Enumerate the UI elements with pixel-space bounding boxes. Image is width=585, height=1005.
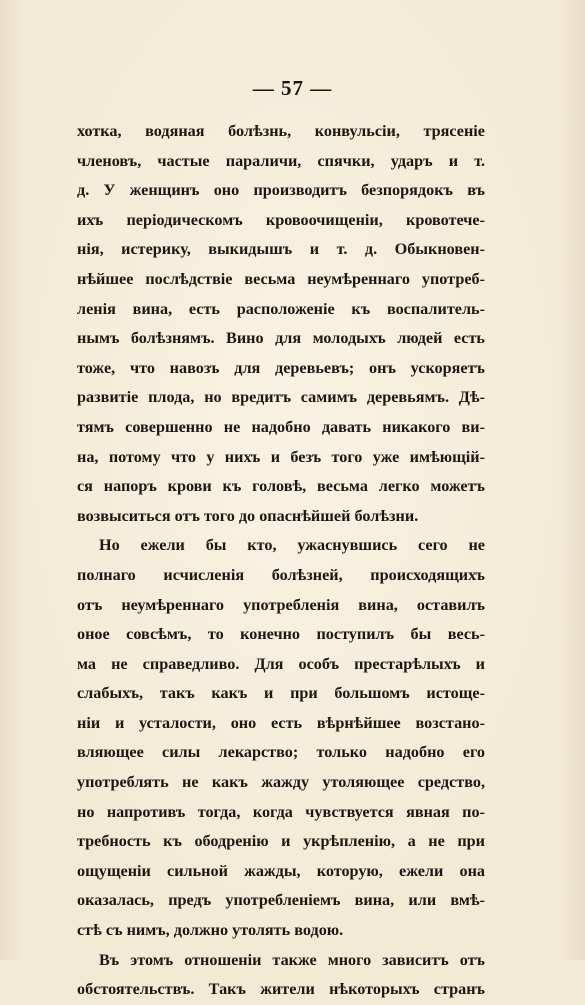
text-line: ихъ періодическомъ кровоочищеніи, кровотече- [77,210,485,229]
text-line: тямъ совершенно не надобно давать никакого ви- [77,417,485,436]
text-line: обстоятельствъ. Такъ жители нѣкоторыхъ странъ [77,980,485,999]
text-line: оное совсѣмъ, то конечно поступилъ бы весь- [77,625,485,644]
text-line: ленія вина, есть расположеніе къ воспалитель- [77,299,485,318]
text-line: отъ неумѣреннаго употребленія вина, оставилъ [77,595,485,614]
text-line: слабыхъ, такъ какъ и при большомъ истоще- [77,684,485,703]
text-line: но напротивъ тогда, когда чувствуется явная по- [77,802,485,821]
text-line: ма не справедливо. Для особъ престарѣлыхъ и [77,654,485,673]
text-line: нія, истерику, выкидышъ и т. д. Обыкновен- [77,240,485,259]
text-line: членовъ, частые параличи, спячки, ударъ и т. [77,151,485,170]
text-line: ніи и усталости, оно есть вѣрнѣйшее возстано- [77,713,485,732]
paragraph-start-line: Въ этомъ отношеніи также много зависитъ отъ [99,950,485,969]
text-line: развитіе плода, но вредитъ самимъ деревьямъ. Дѣ- [77,388,485,407]
paragraph-end-line: стѣ съ нимъ, должно утолять водою. [77,921,344,940]
text-line: нымъ болѣзнямъ. Вино для молодыхъ людей есть [77,329,485,348]
text-line: вляющее силы лекарство; только надобно его [77,743,485,762]
text-line: хотка, водяная болѣзнь, конвульсіи, трясеніе [77,122,485,140]
text-line: ся напоръ крови къ головѣ, весьма легко можетъ [77,477,485,496]
paragraph-start-line: Но ежели бы кто, ужаснувшись сего не [99,536,485,555]
paragraph-end-line: возвыситься отъ того до опаснѣйшей болѣзни. [77,506,419,525]
body-text [77,117,485,1005]
text-line: на, потому что у нихъ и безъ того уже имѣющій- [77,447,485,466]
text-line: требность къ ободренію и укрѣпленію, а не при [77,832,485,851]
text-line: нѣйшее послѣдствіе весьма неумѣреннаго употреб- [77,269,485,288]
text-line: тоже, что навозъ для деревьевъ; онъ ускоряетъ [77,358,485,377]
text-line: полнаго исчисленія болѣзней, происходящихъ [77,565,485,584]
page-number-header: — 57 — [252,76,333,100]
text-line: ощущеніи сильной жажды, которую, ежели она [77,861,485,880]
text-line: оказалась, предъ употребленіемъ вина, или вмѣ- [77,891,485,910]
text-line: д. У женщинъ оно производитъ безпорядокъ въ [77,181,485,200]
text-line: употреблять не какъ жажду утоляющее средство, [77,773,485,792]
